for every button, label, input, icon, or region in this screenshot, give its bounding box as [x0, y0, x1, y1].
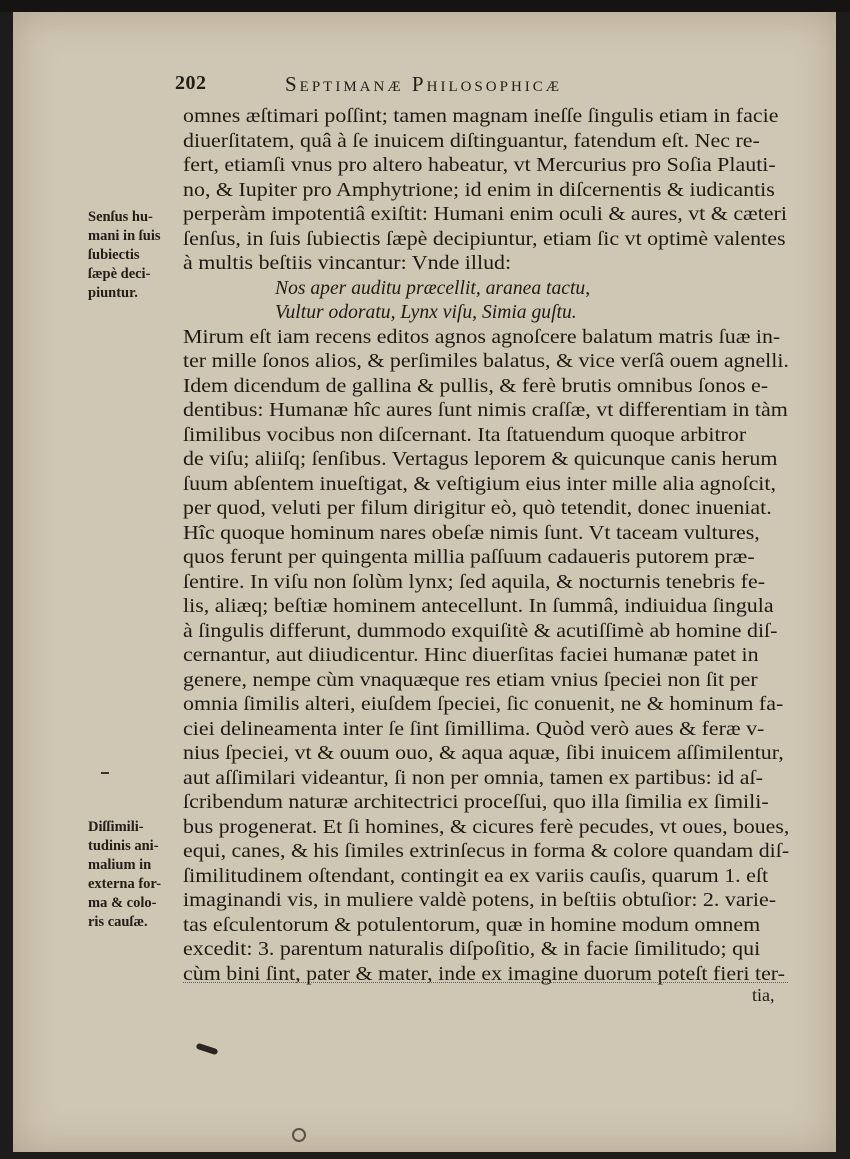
stamp-dot [292, 1128, 306, 1142]
margin-note-line: malium in [88, 857, 152, 873]
text-line: cernantur, aut diiudicentur. Hinc diuerſitas faciei humanæ patet in [183, 645, 759, 666]
text-line: ciei delineamenta inter ſe ſint ſimillima. Quòd verò aues & feræ v- [183, 718, 765, 740]
margin-note-line: ſæpè deci- [88, 266, 151, 282]
text-line: à multis beſtiis vincantur: Vnde illud: [183, 253, 512, 274]
text-line: ſuum abſentem inueſtigat, & veſtigium eius inter mille alia agnoſcit, [183, 473, 776, 495]
text-line: à ſingulis differunt, dummodo exquiſitè & acutiſſimè ab homine diſ- [183, 620, 778, 642]
text-line: dentibus: Humanæ hîc aures ſunt nimis craſſæ, vt differentiam in tàm [183, 400, 788, 421]
text-line: imaginandi vis, in muliere valdè potens, in beſtiis obtuſior: 2. varie- [183, 890, 777, 911]
text-line: quos ferunt per quingenta millia paſſuum cadaueris putorem præ- [183, 547, 755, 568]
text-line: ſimilibus vocibus non diſcernant. Ita ſtatuendum quoque arbitror [183, 424, 747, 446]
text-line: omnes æſtimari poſſint; tamen magnam ineſſe ſingulis etiam in facie [183, 106, 779, 127]
margin-note-line: Senſus hu- [88, 209, 153, 225]
text-line: bus progenerat. Et ſi homines, & cicures ferè pecudes, vt oues, boues, [183, 816, 790, 838]
margin-note-line: ma & colo- [88, 895, 157, 911]
text-line: perperàm impotentiâ exiſtit: Humani enim oculi & aures, vt & cæteri [183, 204, 787, 225]
catchword: tia, [752, 985, 775, 1005]
text-line: Mirum eſt iam recens editos agnos agnoſcere balatum matris ſuæ in- [183, 326, 781, 348]
body-paragraph-1 [183, 105, 793, 277]
verse-quotation [183, 277, 793, 326]
margin-note-senses [88, 208, 180, 303]
text-line: ter mille ſonos alios, & perſimiles balatus, & vice verſâ ouem agnelli. [183, 351, 789, 372]
text-line: nius ſpeciei, vt & ouum ouo, & aqua aquæ, ſibi inuicem aſſimilentur, [183, 743, 784, 764]
body-text [183, 105, 793, 987]
margin-note-line: piuntur. [88, 285, 138, 301]
body-paragraph-2 [183, 326, 793, 988]
page-header [175, 72, 795, 102]
scan-top-edge [0, 0, 850, 12]
text-line: Idem dicendum de gallina & pullis, & ferè brutis omnibus ſonos e- [183, 375, 769, 397]
text-line: aut aſſimilari videantur, ſi non per omnia, tamen ex partibus: id aſ- [183, 767, 763, 789]
text-line: tas eſculentorum & potulentorum, quæ in homine modum omnem [183, 914, 761, 936]
margin-note-line: mani in ſuis [88, 228, 161, 244]
text-line: per quod, veluti per filum dirigitur eò, quò tetendit, donec inueniat. [183, 498, 772, 519]
text-line: excedit: 3. parentum naturalis diſpoſitio, & in facie ſimilitudo; qui [183, 939, 761, 960]
text-line: genere, nempe cùm vnaquæque res etiam vnius ſpeciei non ſit per [183, 669, 758, 691]
text-line: diuerſitatem, quâ à ſe inuicem diſtinguantur, fatendum eſt. Nec re- [183, 130, 760, 152]
text-line: cùm bini ſint, pater & mater, inde ex imagine duorum poteſt fieri ter- [183, 963, 785, 985]
margin-note-line: externa for- [88, 876, 162, 892]
text-line: Hîc quoque hominum nares obeſæ nimis ſunt. Vt taceam vultures, [183, 522, 760, 544]
margin-note-line: tudinis ani- [88, 838, 159, 854]
text-line: no, & Iupiter pro Amphytrione; id enim in diſcernentis & iudicantis [183, 179, 775, 201]
text-line: de viſu; aliiſq; ſenſibus. Vertagus leporem & quicunque canis herum [183, 449, 778, 470]
text-line: fert, etiamſi vnus pro altero habeatur, vt Mercurius pro Soſia Plauti- [183, 155, 776, 176]
text-line: ſcribendum naturæ architectrici proceſſui, quo illa ſimilia ex ſimili- [183, 792, 769, 813]
verse-line: Vultur odoratu, Lynx viſu, Simia guſtu. [275, 302, 577, 323]
margin-note-line: ris cauſæ. [88, 914, 148, 930]
text-line: omnia ſimilis alteri, eiuſdem ſpeciei, ſic conuenit, ne & hominum fa- [183, 694, 784, 715]
page-number: 202 [175, 72, 207, 94]
margin-note-dissimilitude [88, 818, 180, 932]
verse-line: Nos aper auditu præcellit, aranea tactu, [275, 277, 591, 299]
margin-mark [101, 772, 109, 774]
text-line: equi, canes, & his ſimiles extrinſecus in forma & colore quandam diſ- [183, 841, 790, 862]
margin-note-line: Diſſimili- [88, 819, 144, 835]
running-title: Septimanæ Philosophicæ [285, 72, 563, 96]
text-line: lis, aliæq; beſtiæ hominem antecellunt. In ſummâ, indiuidua ſingula [183, 596, 774, 617]
text-line: ſimilitudinem oſtendant, contingit ea ex variis cauſis, quarum 1. eſt [183, 865, 769, 887]
text-line: ſentire. In viſu non ſolùm lynx; ſed aquila, & nocturnis tenebris fe- [183, 571, 766, 593]
footer-rule [183, 982, 788, 983]
margin-note-line: ſubiectis [88, 247, 140, 263]
text-line: ſenſus, in ſuis ſubiectis ſæpè decipiuntur, etiam ſic vt optimè valentes [183, 228, 786, 250]
